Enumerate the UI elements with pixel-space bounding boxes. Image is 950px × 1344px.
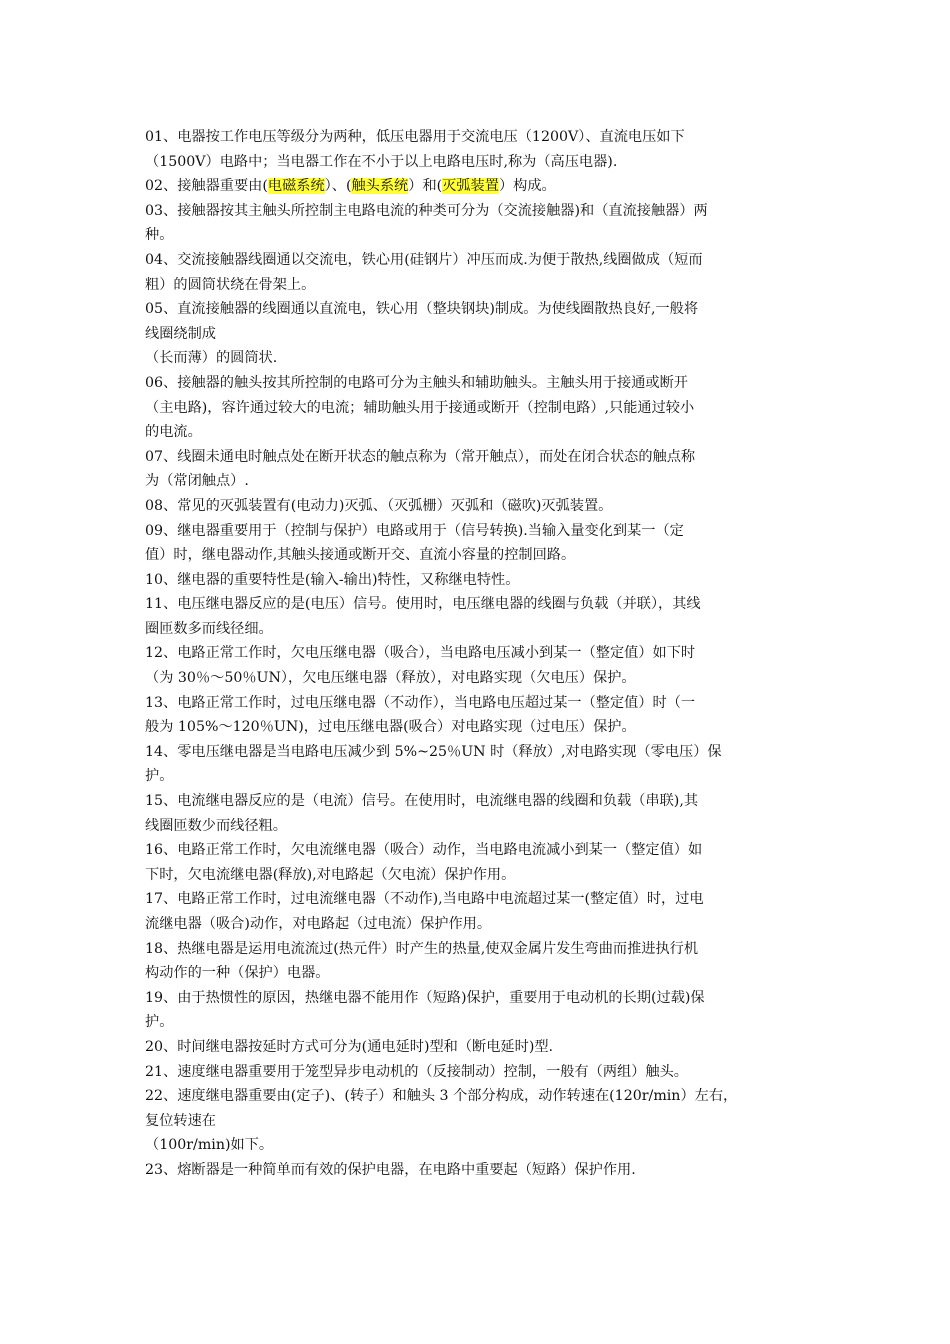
- text-line: 20、时间继电器按延时方式可分为(通电延时)型和（断电延时)型.: [145, 1038, 554, 1055]
- text-line: 15、电流继电器反应的是（电流）信号。在使用时，电流继电器的线圈和负载（串联),其: [145, 793, 699, 810]
- text-line: 05、直流接触器的线圈通以直流电，铁心用（整块钢块)制成。为使线圈散热良好,一般将: [145, 301, 699, 318]
- text-line: 07、线圈未通电时触点处在断开状态的触点称为（常开触点），而处在闭合状态的触点称: [145, 448, 696, 465]
- text-line: 复位转速在: [145, 1112, 216, 1129]
- text-line: 护。: [145, 1014, 174, 1031]
- text-line: 22、速度继电器重要由(定子)、(转子）和触头 3 个部分构成，动作转速在(120r/min）左右，: [145, 1088, 738, 1105]
- highlight-arc-extinguishing-device: 灭弧装置: [442, 178, 499, 195]
- text-span: 02、接触器重要由(: [145, 178, 268, 195]
- text-line: 03、接触器按其主触头所控制主电路电流的种类可分为（交流接触器)和（直流接触器）两: [145, 202, 708, 219]
- text-line: 01、电器按工作电压等级分为两种，低压电器用于交流电压（1200V）、直流电压如下: [145, 129, 685, 145]
- text-line: （主电路)，容许通过较大的电流；辅助触头用于接通或断开（控制电路）,只能通过较小: [145, 399, 695, 416]
- text-line: 16、电路正常工作时，欠电流继电器（吸合）动作，当电路电流减小到某一（整定值）如: [145, 842, 703, 859]
- text-line: 06、接触器的触头按其所控制的电路可分为主触头和辅助触头。主触头用于接通或断开: [145, 374, 688, 391]
- text-line-highlighted: [145, 174, 810, 199]
- text-line: 13、电路正常工作时，过电压继电器（不动作），当电路电压超过某一（整定值）时（一: [145, 694, 696, 711]
- text-line: 12、电路正常工作时，欠电压继电器（吸合），当电路电压减小到某一（整定值）如下时: [145, 645, 696, 662]
- text-line: 08、常见的灭弧装置有(电动力)灭弧、（灭弧栅）灭弧和（磁吹)灭弧装置。: [145, 497, 613, 514]
- text-line: 18、热继电器是运用电流流过(热元件）时产生的热量,使双金属片发生弯曲而推进执行机: [145, 940, 699, 957]
- text-line: 04、交流接触器线圈通以交流电，铁心用(硅钢片）冲压而成.为便于散热,线圈做成（短而: [145, 251, 703, 268]
- text-line: 护。: [145, 768, 174, 785]
- text-line: 构动作的一种（保护）电器。: [145, 965, 330, 982]
- text-line: 23、熔断器是一种简单而有效的保护电器，在电路中重要起（短路）保护作用.: [145, 1161, 636, 1178]
- text-line: 粗）的圆筒状绕在骨架上。: [145, 276, 316, 293]
- text-line: 的电流。: [145, 424, 202, 441]
- text-line: 下时，欠电流继电器(释放),对电路起（欠电流）保护作用。: [145, 866, 516, 883]
- text-line: 值）时，继电器动作,其触头接通或断开交、直流小容量的控制回路。: [145, 547, 576, 564]
- text-line: （为 30％～50％UN），欠电压继电器（释放），对电路实现（欠电压）保护。: [145, 670, 636, 687]
- highlight-electromagnetic-system: 电磁系统: [267, 178, 325, 195]
- text-line: （长而薄）的圆筒状.: [145, 350, 278, 367]
- text-line: 21、速度继电器重要用于笼型异步电动机的（反接制动）控制，一般有（两组）触头。: [145, 1063, 688, 1080]
- text-line: （1500V）电路中；当电器工作在不小于以上电路电压时,称为（高压电器).: [145, 153, 618, 170]
- text-line: 11、电压继电器反应的是(电压）信号。使用时，电压继电器的线圈与负载（并联），其线: [145, 596, 701, 613]
- text-line: 线圈绕制成: [145, 325, 216, 342]
- text-line: 09、继电器重要用于（控制与保护）电路或用于（信号转换).当输入量变化到某一（定: [145, 522, 684, 539]
- text-line: 14、零电压继电器是当电路电压减少到 5%~25％UN 时（释放）,对电路实现（零电压）保: [145, 743, 722, 760]
- text-line: 19、由于热惯性的原因，热继电器不能用作（短路)保护，重要用于电动机的长期(过载)保: [145, 989, 705, 1006]
- text-line: 圈匝数多而线径细。: [145, 620, 273, 637]
- text-line: 般为 105%～120％UN)，过电压继电器(吸合）对电路实现（过电压）保护。: [145, 719, 636, 736]
- text-span: ）和(: [408, 178, 443, 195]
- text-line: （100r/min)如下。: [145, 1137, 274, 1154]
- text-span: ）构成。: [498, 178, 556, 195]
- text-line: 线圈匝数少而线径粗。: [145, 817, 287, 834]
- document-page: [145, 125, 810, 1183]
- highlight-contact-system: 触头系统: [351, 178, 409, 195]
- text-span: ）、(: [324, 178, 352, 195]
- text-line: 流继电器（吸合)动作，对电路起（过电流）保护作用。: [145, 916, 492, 932]
- text-line: 17、电路正常工作时，过电流继电器（不动作),当电路中电流超过某一(整定值）时，过电: [145, 891, 704, 908]
- text-line: 10、继电器的重要特性是(输入-输出)特性，又称继电特性。: [145, 571, 520, 588]
- text-line: 种。: [145, 227, 174, 244]
- text-line: 为（常闭触点）.: [145, 473, 249, 490]
